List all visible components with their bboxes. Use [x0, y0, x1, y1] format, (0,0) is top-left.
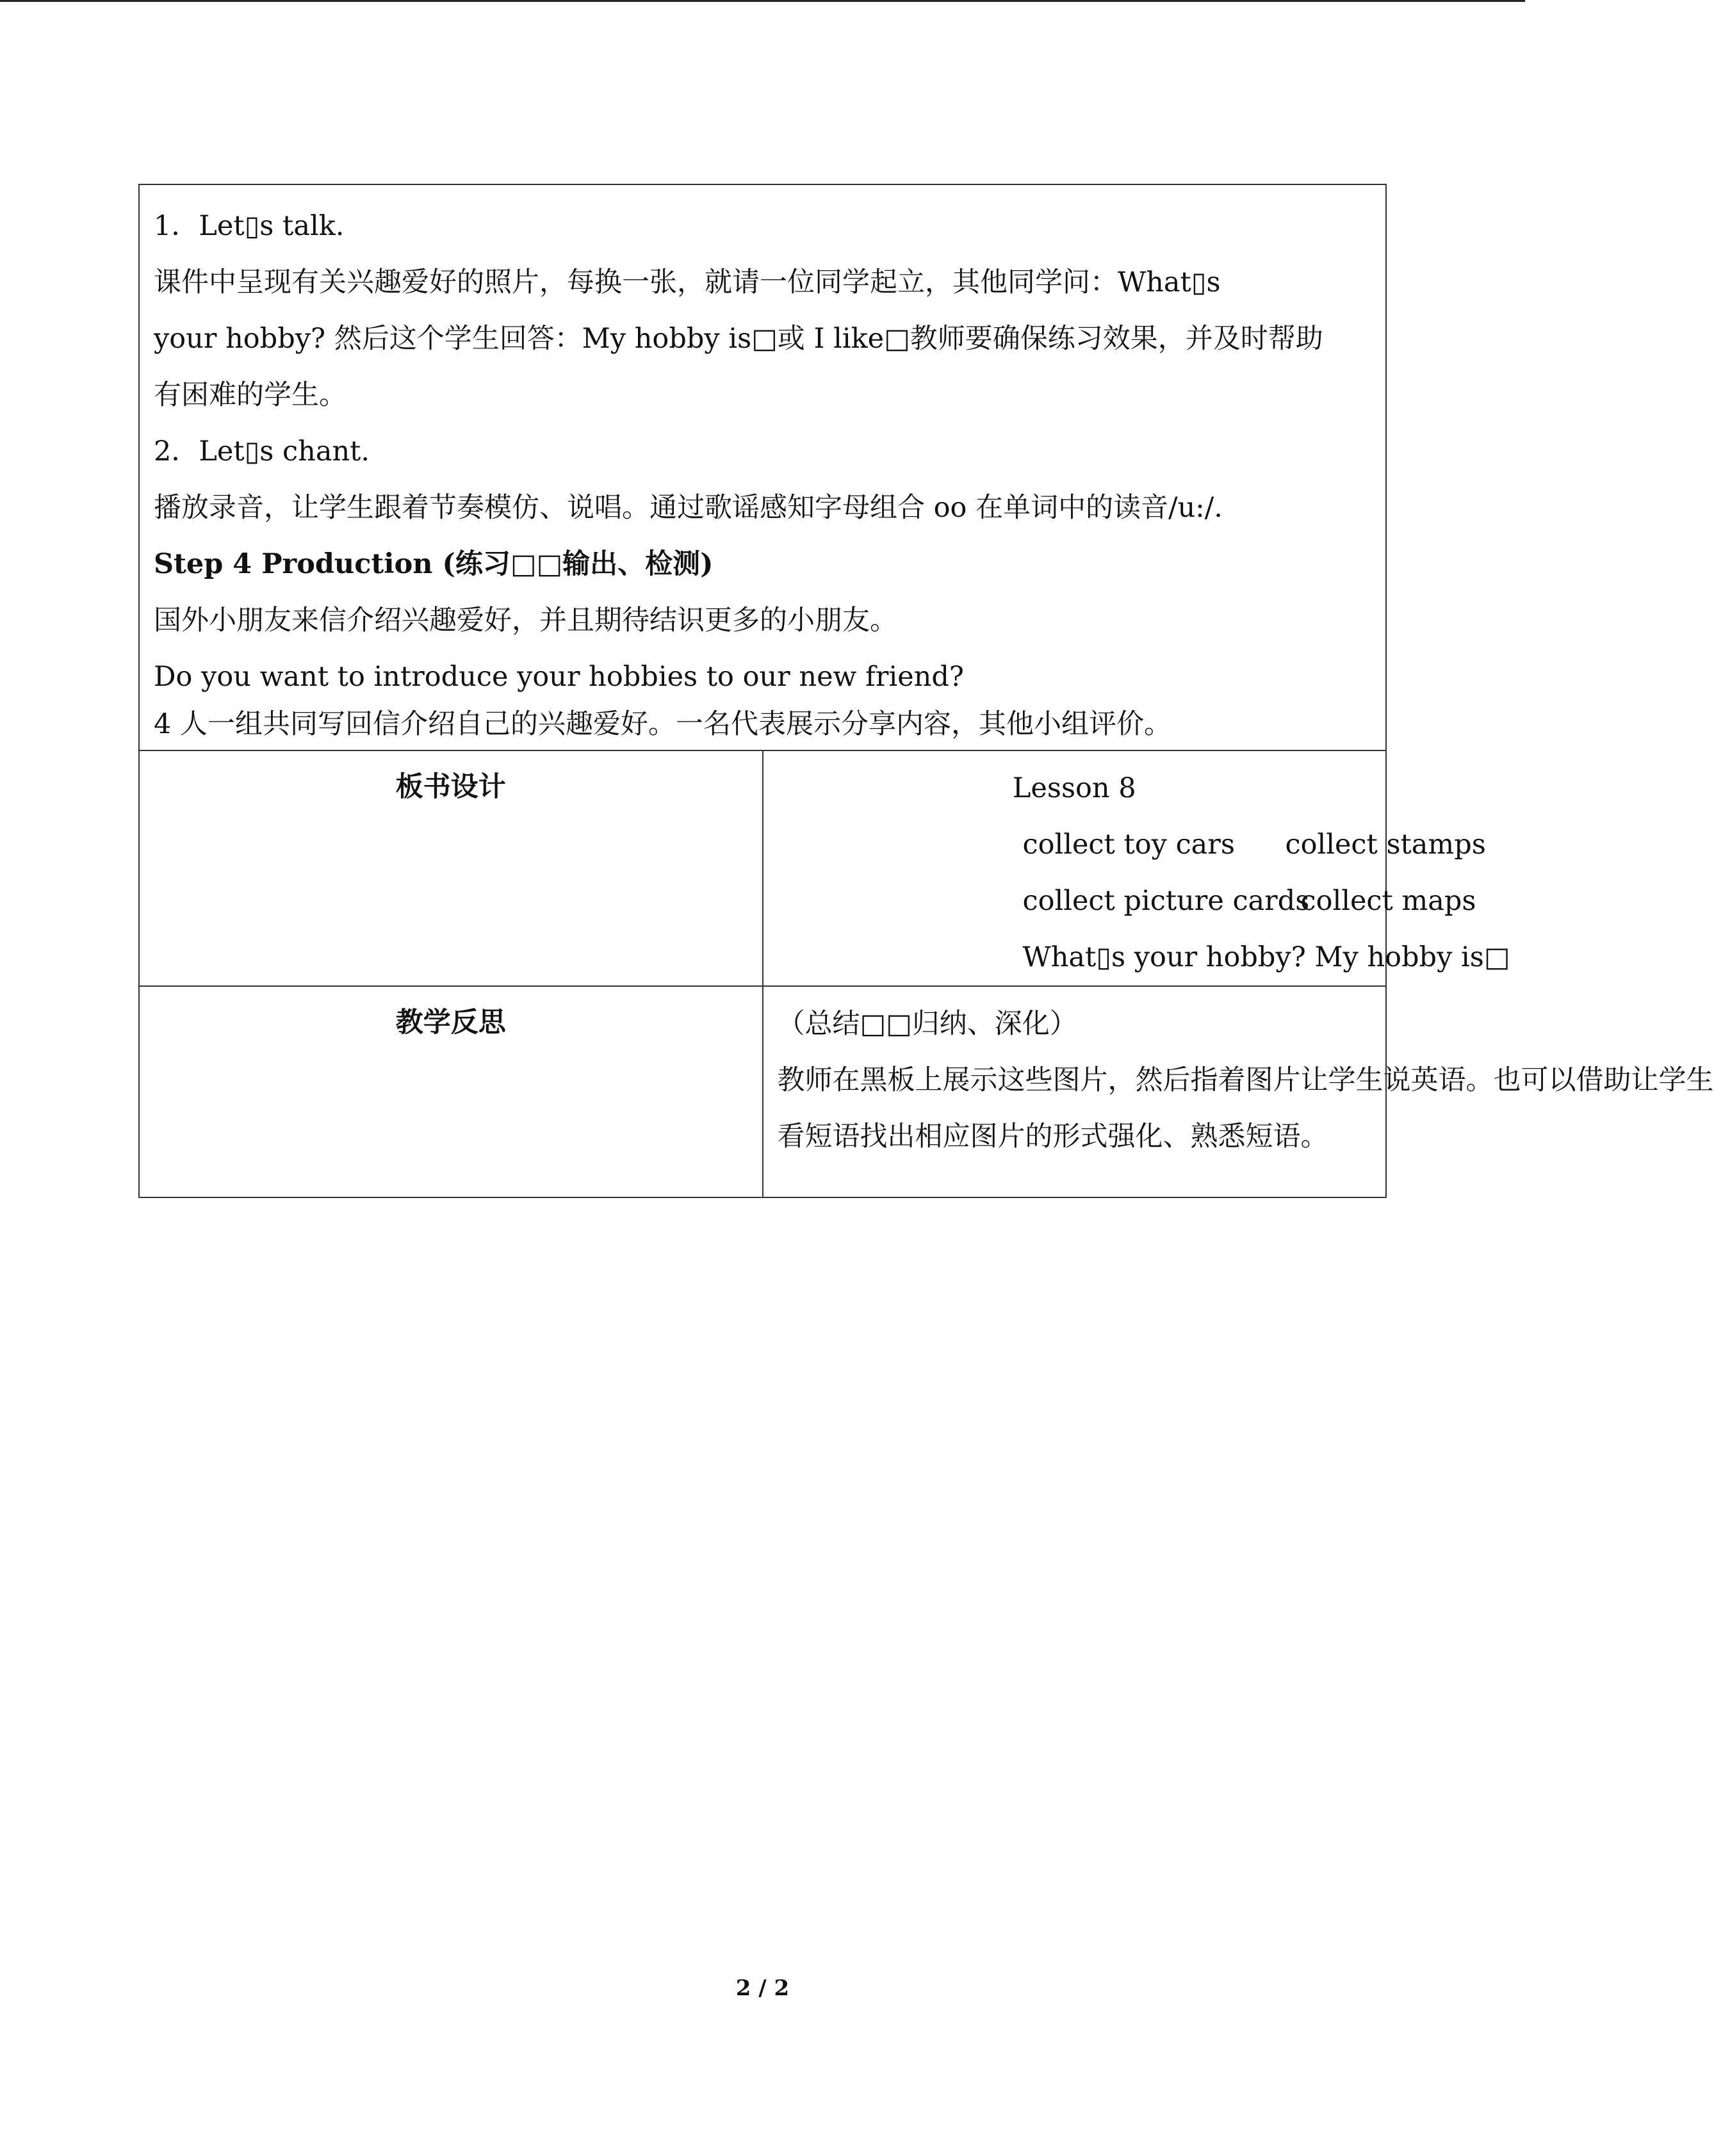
- board-title: Lesson 8: [1012, 772, 1136, 804]
- board-design-cell: [763, 750, 1510, 986]
- text-line: 课件中呈现有关兴趣爱好的照片，每换一张，就请一位同学起立，其他同学问：What▯s: [154, 266, 1221, 298]
- board-row: [763, 873, 1476, 929]
- lesson-steps-cell: [139, 184, 1386, 750]
- page-number: 2 / 2: [735, 1975, 790, 2001]
- text-line: 有困难的学生。: [154, 379, 347, 411]
- content-row: [139, 184, 1386, 750]
- reflection-line: 看短语找出相应图片的形式强化、熟悉短语。: [777, 1121, 1328, 1153]
- reflection-label: 教学反思: [139, 986, 763, 1197]
- text-line: 播放录音，让学生跟着节奏模仿、说唱。通过歌谣感知字母组合 oo 在单词中的读音/u:/.: [154, 492, 1223, 524]
- text-line: 4 人一组共同写回信介绍自己的兴趣爱好。一名代表展示分享内容，其他小组评价。: [154, 708, 1172, 740]
- step-heading-lets-talk: 1．Let▯s talk.: [154, 210, 345, 242]
- board-phrase: collect stamps: [1285, 829, 1486, 861]
- board-design-row: [139, 750, 1386, 986]
- text-line: 国外小朋友来信介绍兴趣爱好，并且期待结识更多的小朋友。: [154, 604, 897, 636]
- lesson-plan-table: [138, 184, 1714, 1198]
- reflection-row: [139, 986, 1386, 1197]
- board-sentence: What▯s your hobby? My hobby is□: [1022, 941, 1510, 973]
- reflection-line: 教师在黑板上展示这些图片，然后指着图片让学生说英语。也可以借助让学生: [777, 1064, 1714, 1096]
- top-border-line: [0, 0, 1525, 2]
- reflection-line: （总结□□归纳、深化）: [777, 1008, 1077, 1040]
- board-design-label: 板书设计: [139, 750, 763, 986]
- board-phrase: collect maps: [1300, 885, 1476, 917]
- text-line: your hobby? 然后这个学生回答：My hobby is□或 I like□教师要确保练习效果，并及时帮助: [154, 323, 1323, 355]
- board-row: [763, 929, 1510, 985]
- reflection-cell: [763, 986, 1714, 1197]
- board-row: [763, 816, 1486, 873]
- step-4-heading: Step 4 Production (练习□□输出、检测): [154, 548, 714, 580]
- step-heading-lets-chant: 2．Let▯s chant.: [154, 435, 370, 467]
- board-phrase: collect picture cards: [1022, 885, 1310, 917]
- text-line: Do you want to introduce your hobbies to our new friend?: [154, 661, 964, 693]
- board-phrase: collect toy cars: [1022, 829, 1235, 861]
